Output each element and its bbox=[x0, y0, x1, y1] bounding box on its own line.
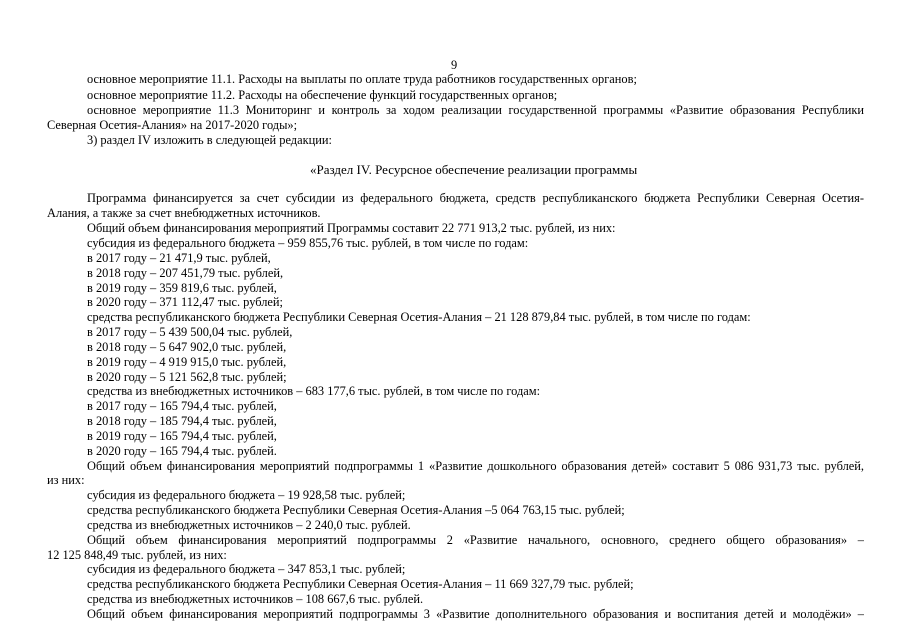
paragraph-line: в 2020 году – 5 121 562,8 тыс. рублей; bbox=[87, 370, 287, 384]
paragraph-line: в 2017 году – 5 439 500,04 тыс. рублей, bbox=[87, 325, 293, 339]
paragraph-line: 12 125 848,49 тыс. рублей, из них: bbox=[47, 548, 227, 562]
paragraph-line: средства республиканского бюджета Республики Северная Осетия-Алания –5 064 763,15 тыс. рублей; bbox=[87, 503, 625, 517]
paragraph-line: основное мероприятие 11.2. Расходы на обеспечение функций государственных органов; bbox=[87, 88, 558, 102]
paragraph-line: средства из внебюджетных источников – 2 240,0 тыс. рублей. bbox=[87, 518, 411, 532]
paragraph-line: в 2019 году – 165 794,4 тыс. рублей, bbox=[87, 429, 277, 443]
paragraph-line: из них: bbox=[47, 473, 85, 487]
paragraph-line: 3) раздел IV изложить в следующей редакции: bbox=[87, 133, 332, 147]
paragraph-line: в 2017 году – 21 471,9 тыс. рублей, bbox=[87, 251, 271, 265]
paragraph-line: в 2020 году – 165 794,4 тыс. рублей. bbox=[87, 444, 277, 458]
paragraph-line: основное мероприятие 11.1. Расходы на выплаты по оплате труда работников государственных органов; bbox=[87, 72, 637, 86]
paragraph-line: Северная Осетия-Алания» на 2017-2020 годы»; bbox=[47, 118, 298, 132]
paragraph-line: в 2020 году – 371 112,47 тыс. рублей; bbox=[87, 295, 283, 309]
page-number: 9 bbox=[451, 58, 458, 72]
section-heading: «Раздел IV. Ресурсное обеспечение реализации программы bbox=[310, 162, 638, 177]
paragraph-line: в 2018 году – 5 647 902,0 тыс. рублей, bbox=[87, 340, 287, 354]
paragraph-line: субсидия из федерального бюджета – 19 928,58 тыс. рублей; bbox=[87, 488, 406, 502]
paragraph-line: средства республиканского бюджета Республики Северная Осетия-Алания – 21 128 879,84 тыс. рублей, в том числе по годам: bbox=[87, 310, 751, 324]
paragraph-line: в 2019 году – 4 919 915,0 тыс. рублей, bbox=[87, 355, 287, 369]
paragraph-line: Программа финансируется за счет субсидии из федерального бюджета, средств республиканского бюджета Республики Северная Осетия- bbox=[87, 192, 864, 205]
paragraph-line: средства из внебюджетных источников – 108 667,6 тыс. рублей. bbox=[87, 592, 424, 606]
paragraph-line: средства из внебюджетных источников – 683 177,6 тыс. рублей, в том числе по годам: bbox=[87, 384, 541, 398]
paragraph-line: Общий объем финансирования мероприятий подпрограммы 1 «Развитие дошкольного образования детей» составит 5 086 931,73 тыс. рублей, bbox=[87, 460, 864, 473]
paragraph-line: в 2018 году – 207 451,79 тыс. рублей, bbox=[87, 266, 284, 280]
paragraph-line: Общий объем финансирования мероприятий Программы составит 22 771 913,2 тыс. рублей, из них: bbox=[87, 221, 616, 235]
paragraph-line: Общий объем финансирования мероприятий подпрограммы 3 «Развитие дополнительного образования и воспитания детей и молодёжи» – bbox=[87, 608, 864, 621]
paragraph-line: средства республиканского бюджета Республики Северная Осетия-Алания – 11 669 327,79 тыс. рублей; bbox=[87, 577, 634, 591]
paragraph-line: Алания, а также за счет внебюджетных источников. bbox=[47, 206, 321, 220]
paragraph-line: субсидия из федерального бюджета – 347 853,1 тыс. рублей; bbox=[87, 562, 406, 576]
paragraph-line: в 2017 году – 165 794,4 тыс. рублей, bbox=[87, 399, 277, 413]
paragraph-line: субсидия из федерального бюджета – 959 855,76 тыс. рублей, в том числе по годам: bbox=[87, 236, 529, 250]
paragraph-line: Общий объем финансирования мероприятий подпрограммы 2 «Развитие начального, основного, среднего общего образования» – bbox=[87, 534, 864, 547]
paragraph-line: в 2018 году – 185 794,4 тыс. рублей, bbox=[87, 414, 277, 428]
paragraph-line: основное мероприятие 11.3 Мониторинг и контроль за ходом реализации государственной программы «Развитие образования Республики bbox=[87, 104, 864, 117]
paragraph-line: в 2019 году – 359 819,6 тыс. рублей, bbox=[87, 281, 277, 295]
